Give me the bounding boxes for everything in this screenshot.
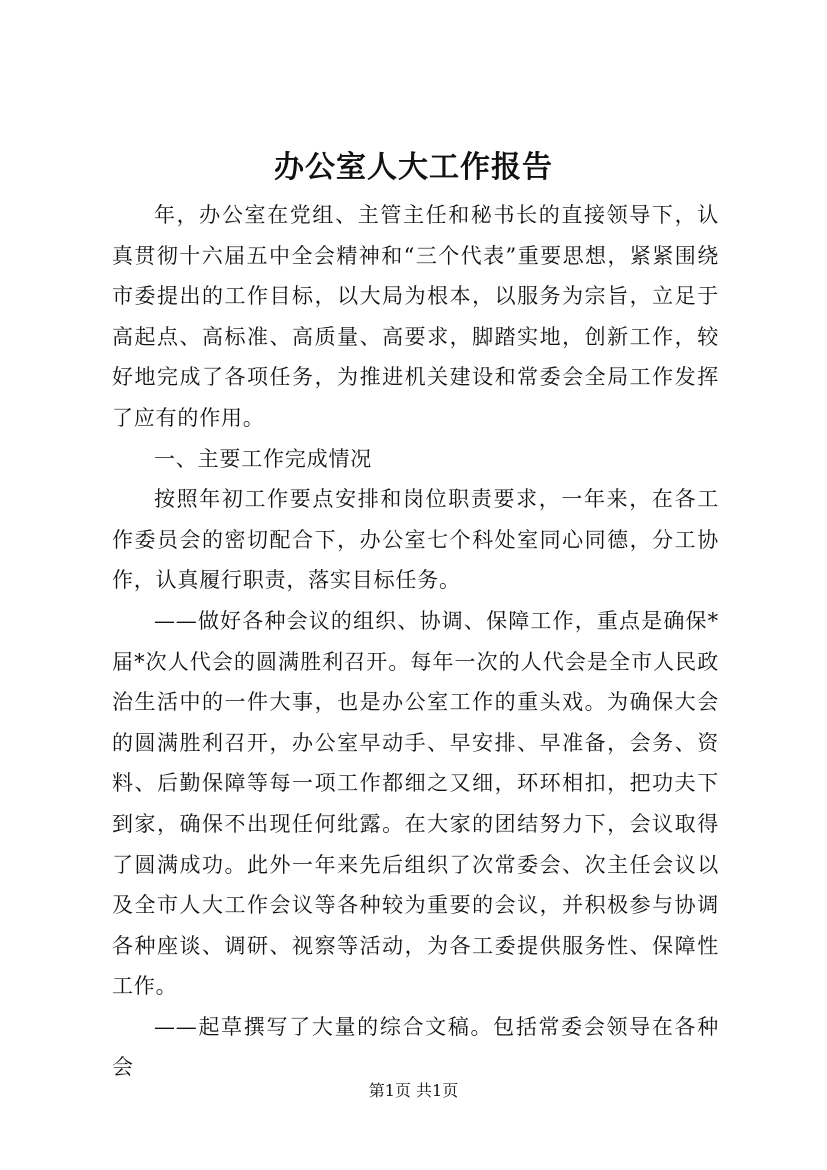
page-indicator: 第1页 共1页 [368, 1081, 459, 1100]
paragraph-drafting: ——起草撰写了大量的综合文稿。包括常委会领导在各种会 [112, 1014, 719, 1080]
section-heading: 一、主要工作完成情况 [154, 446, 372, 471]
paragraph-overview: 按照年初工作要点安排和岗位职责要求，一年来，在各工作委员会的密切配合下，办公室七个科处室同心同德，分工协作，认真履行职责，落实目标任务。 [112, 487, 719, 593]
paragraph-meetings: ——做好各种会议的组织、协调、保障工作，重点是确保*届*次人代会的圆满胜利召开。每年一次的人代会是全市人民政治生活中的一件大事，也是办公室工作的重头戏。为确保大会的圆满胜利召开，办公室早动手、早安排、早准备，会务、资料、后勤保障等每一项工作都细之又细，环环相扣，把功夫下到家，确保不出现任何纰露。在大家的团结努力下，会议取得了圆满成功。此外一年来先后组织了次常委会、次主任会议以及全市人大工作会议等各种较为重要的会议，并积极参与协调各种座谈、调研、视察等活动，为各工委提供服务性、保障性工作。 [112, 608, 719, 999]
paragraph-intro: 年，办公室在党组、主管主任和秘书长的直接领导下，认真贯彻十六届五中全会精神和“三个代表”重要思想，紧紧围绕市委提出的工作目标，以大局为根本，以服务为宗旨，立足于高起点、高标准、高质量、高要求，脚踏实地，创新工作，较好地完成了各项任务，为推进机关建设和常委会全局工作发挥了应有的作用。 [112, 203, 719, 430]
document-title: 办公室人大工作报告 [274, 150, 553, 185]
document-body [112, 195, 719, 1088]
